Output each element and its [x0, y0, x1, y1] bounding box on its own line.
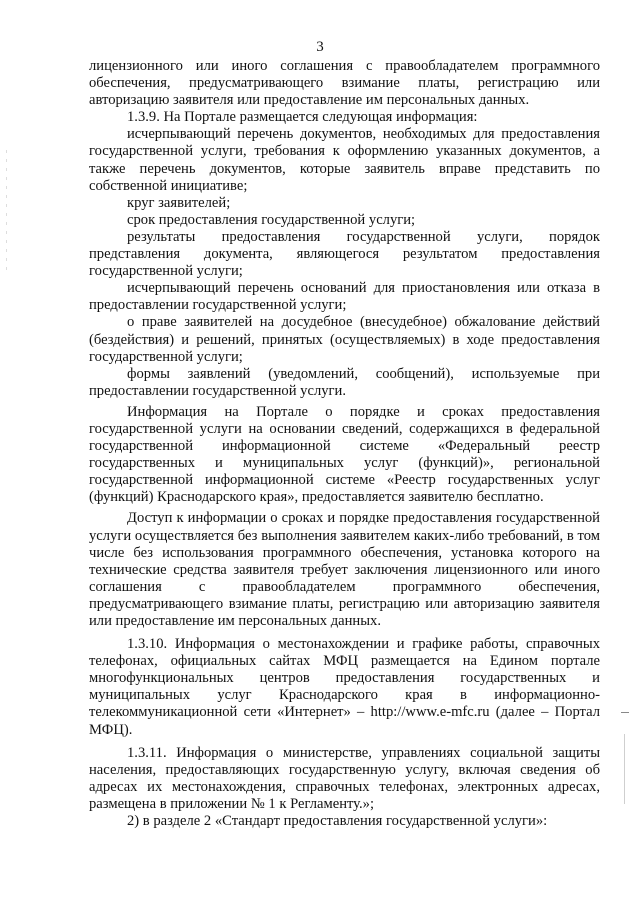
paragraph-section-2: 2) в разделе 2 «Стандарт предоставления государственной услуги»: — [127, 813, 548, 830]
scan-margin-mark — [621, 712, 629, 713]
document-body — [89, 58, 600, 830]
scan-margin-line — [624, 734, 625, 804]
paragraph-list-item: срок предоставления государственной услуги; — [127, 211, 416, 228]
paragraph-list-item: исчерпывающий перечень документов, необходимых для предоставления государственной услуги, требования к оформлению указанных документов, а также перечень документов, которые заявитель вправе представить по собственной инициативе; — [89, 126, 600, 194]
paragraph-access-info: Доступ к информации о сроках и порядке предоставления государственной услуги осуществляется без выполнения заявителем каких-либо требований, в том числе без использования программного обеспечения, установка которого на технические средства заявителя требует заключения лицензионного или иного соглашения с правообладателем программного обеспечения, предусматривающего взимание платы, регистрацию или авторизацию заявителя или предоставление им персональных данных. — [89, 510, 600, 629]
page-number: 3 — [316, 39, 324, 55]
paragraph-list-item: исчерпывающий перечень оснований для приостановления или отказа в предоставлении государственной услуги; — [89, 280, 600, 314]
paragraph-section-1-3-9: 1.3.9. На Портале размещается следующая информация: — [127, 109, 478, 126]
paragraph-list-item: формы заявлений (уведомлений, сообщений), используемые при предоставлении государственной услуги. — [89, 365, 600, 399]
paragraph-section-1-3-10: 1.3.10. Информация о местонахождении и графике работы, справочных телефонах, официальных сайтах МФЦ размещается на Едином портале многофункциональных центров предоставления государственных и муниципальных услуг Краснодарского края в информационно-телекоммуникационной сети «Интернет» – http://www.e-mfc.ru (далее – Портал МФЦ). — [89, 636, 600, 738]
paragraph-list-item: о праве заявителей на досудебное (внесудебное) обжалование действий (бездействия) и решений, принятых (осуществляемых) в ходе предоставления государственной услуги; — [89, 314, 600, 365]
scan-edge-artifact — [6, 150, 7, 270]
paragraph-section-1-3-11: 1.3.11. Информация о министерстве, управлениях социальной защиты населения, предоставляющих государственную услугу, включая сведения об адресах их местонахождения, справочных телефонах, электронных адресах, размещена в приложении № 1 к Регламенту.»; — [89, 744, 600, 812]
paragraph-portal-info: Информация на Портале о порядке и сроках предоставления государственной услуги на основании сведений, содержащихся в федеральной государственной информационной системе «Федеральный реестр государственных и муниципальных услуг (функций)», региональной государственной информационной системе «Реестр государственных услуг (функций) Краснодарского края», предоставляется заявителю бесплатно. — [89, 403, 600, 506]
paragraph-list-item: круг заявителей; — [127, 194, 231, 211]
paragraph-continuation: лицензионного или иного соглашения с правообладателем программного обеспечения, предусматривающего взимание платы, регистрацию или авторизацию заявителя или предоставление им персональных данных. — [89, 58, 600, 109]
paragraph-list-item: результаты предоставления государственной услуги, порядок представления документа, являющегося результатом предоставления государственной услуги; — [89, 228, 600, 280]
